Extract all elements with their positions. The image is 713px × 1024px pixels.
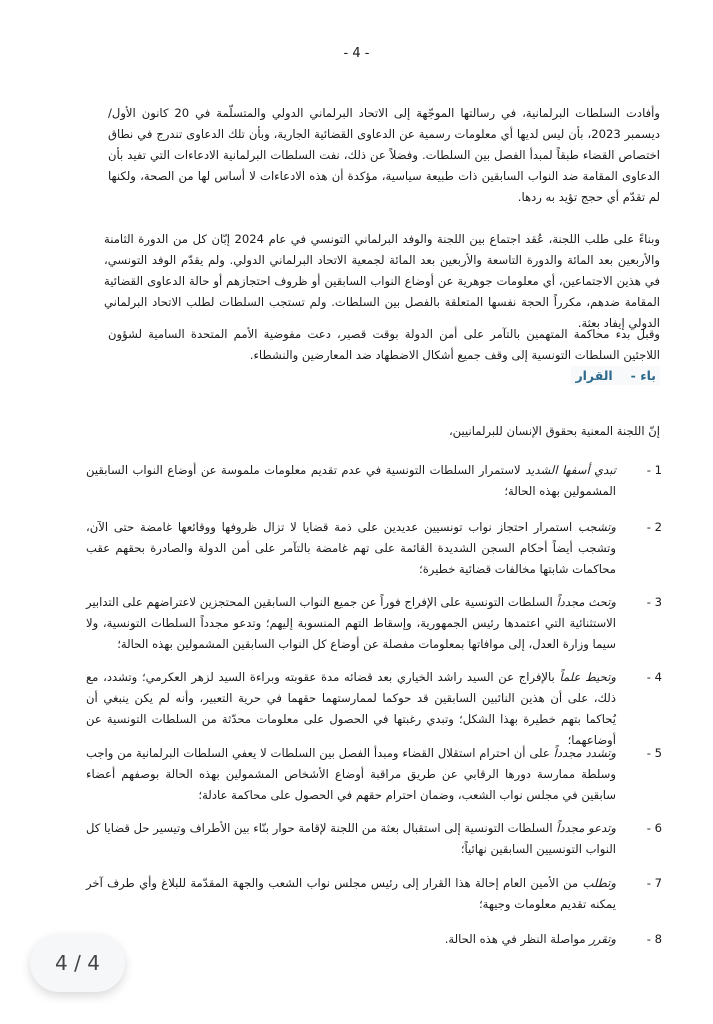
resolution-item — [86, 517, 662, 580]
section-heading-title: القرار — [575, 368, 613, 383]
item-text: مواصلة النظر في هذه الحالة. — [444, 932, 590, 946]
item-number: 4 - — [646, 670, 662, 684]
item-number: 2 - — [646, 520, 662, 534]
resolution-item — [86, 667, 662, 751]
resolution-item — [86, 460, 662, 502]
item-text: استمرار احتجاز نواب تونسيين عديدين على ذمة قضايا لا تزال ظروفها ووقائعها غامضة حتى الآن، وتشجب أيضاً أحكام السجن الشديدة القائمة على تهم غامضة بالتآمر على أمن الدولة والصادرة بحقهم عقب محاكمات شابتها مخالفات قضائية خطيرة؛ — [86, 520, 616, 576]
item-lead: وتدعو مجدداً — [556, 821, 617, 835]
item-lead: وتحيط علماً — [559, 670, 616, 684]
item-number: 7 - — [646, 876, 662, 890]
page-header-number: - 4 - — [343, 46, 370, 61]
item-number: 3 - — [646, 595, 662, 609]
item-lead: وتطلب — [582, 876, 616, 890]
item-text: على أن احترام استقلال القضاء ومبدأ الفصل بين السلطات لا يعفي السلطات البرلمانية من واجب وسلطة ممارسة دورها الرقابي عن طريق مراقبة أوضاع الأشخاص المشمولين بهذه الحالة بوصفهم أعضاء سابقين في مجلس نواب الشعب، وضمان احترام حقهم في الحصول على محاكمة عادلة؛ — [86, 746, 616, 802]
item-text: من الأمين العام إحالة هذا القرار إلى رئيس مجلس نواب الشعب والجهة المقدّمة للبلاغ وأي طرف آخر يمكنه تقديم معلومات وجيهة؛ — [86, 876, 616, 911]
resolution-item — [86, 873, 662, 915]
paragraph-1: وأفادت السلطات البرلمانية، في رسالتها الموجّهة إلى الاتحاد البرلماني الدولي والمتسلّمة في 20 كانون الأول/ديسمبر 2023، بأن ليس لديها أي معلومات رسمية عن الدعاوى القضائية الجارية، وبأن تلك الدعاوى تندرج في نطاق اختصاص القضاء طبقاً لمبدأ الفصل بين السلطات. وفضلاً عن ذلك، نفت السلطات البرلمانية الادعاءات التي تفيد بأن الدعاوى المقامة ضد النواب السابقين ذات طبيعة سياسية، مؤكدة أن هذه الادعاءات لا أساس لها من الصحة، ولكنها لم تقدّم أي حجج تؤيد به ردها. — [108, 106, 660, 204]
resolution-item — [86, 743, 662, 806]
item-lead: وتشدد مجدداً — [553, 746, 616, 760]
item-number: 1 - — [646, 463, 662, 477]
item-text: بالإفراج عن السيد راشد الخياري بعد قضائه مدة عقوبته وبراءة السيد لزهر العكرمي؛ وتشدد، مع ذلك، على أن هذين النائبين السابقين قد حوكما لممارستهما حقهما في حرية التعبير، وأنه لم يكن ينبغي أن يُحاكما بتهم خطيرة بهذا الشكل؛ وتبدي رغبتها في الحصول على معلومات محدّثة من السلطات التونسية عن أوضاعهما؛ — [86, 670, 616, 747]
item-lead: وتشجب — [577, 520, 616, 534]
item-lead: وتقرر — [589, 932, 616, 946]
resolution-intro: إنّ اللجنة المعنية بحقوق الإنسان للبرلمانيين، — [448, 424, 660, 438]
paragraph-2: وبناءً على طلب اللجنة، عُقد اجتماع بين اللجنة والوفد البرلماني التونسي في عام 2024 إبّان كل من الدورة الثامنة والأربعين بعد المائة والدورة التاسعة والأربعين بعد المائة لجمعية الاتحاد البرلماني الدولي. ولم يقدّم الوفد التونسي، في هذين الاجتماعين، أي معلومات جوهرية عن أوضاع النواب السابقين أو ظروف احتجازهم أو حالة الدعاوى القضائية المقامة ضدهم، مكرراً الحجة نفسها المتعلقة بالفصل بين السلطات. ولم تستجب السلطات لطلب الاتحاد البرلماني الدولي إيفاد بعثة. — [104, 232, 661, 330]
paragraph-3: وقبل بدء محاكمة المتهمين بالتآمر على أمن الدولة بوقت قصير، دعت مفوضية الأمم المتحدة السامية لشؤون اللاجئين السلطات التونسية إلى وقف جميع أشكال الاضطهاد ضد المعارضين والنشطاء. — [108, 327, 660, 362]
resolution-item — [86, 818, 662, 860]
resolution-item — [86, 592, 662, 655]
item-number: 5 - — [646, 746, 662, 760]
item-lead: وتحث مجدداً — [556, 595, 616, 609]
item-text: لاستمرار السلطات التونسية في عدم تقديم معلومات ملموسة عن أوضاع النواب السابقين المشمولين بهذه الحالة؛ — [86, 463, 616, 498]
item-lead: تبدي أسفها الشديد — [525, 463, 616, 477]
section-heading-number: باء - — [630, 368, 656, 383]
resolution-item — [86, 929, 662, 950]
item-number: 8 - — [646, 932, 662, 946]
item-text: السلطات التونسية إلى استقبال بعثة من اللجنة لإقامة حوار بنّاء بين الأطراف وتيسير حل قضايا كل النواب التونسيين السابقين نهائياً؛ — [86, 821, 616, 856]
page-indicator[interactable]: 4 / 4 — [30, 934, 125, 992]
section-heading — [571, 366, 660, 385]
item-text: السلطات التونسية على الإفراج فوراً عن جميع النواب السابقين المحتجزين لاعتراضهم على التدابير الاستثنائية التي اعتمدها رئيس الجمهورية، وإسقاط التهم المنسوبة إليهم؛ وتدعو مجدداً السلطات التونسية، ولا سيما وزارة العدل، إلى موافاتها بمعلومات مفصلة عن أوضاع كل النواب السابقين المشمولين بهذه الحالة؛ — [86, 595, 616, 651]
item-number: 6 - — [646, 821, 662, 835]
